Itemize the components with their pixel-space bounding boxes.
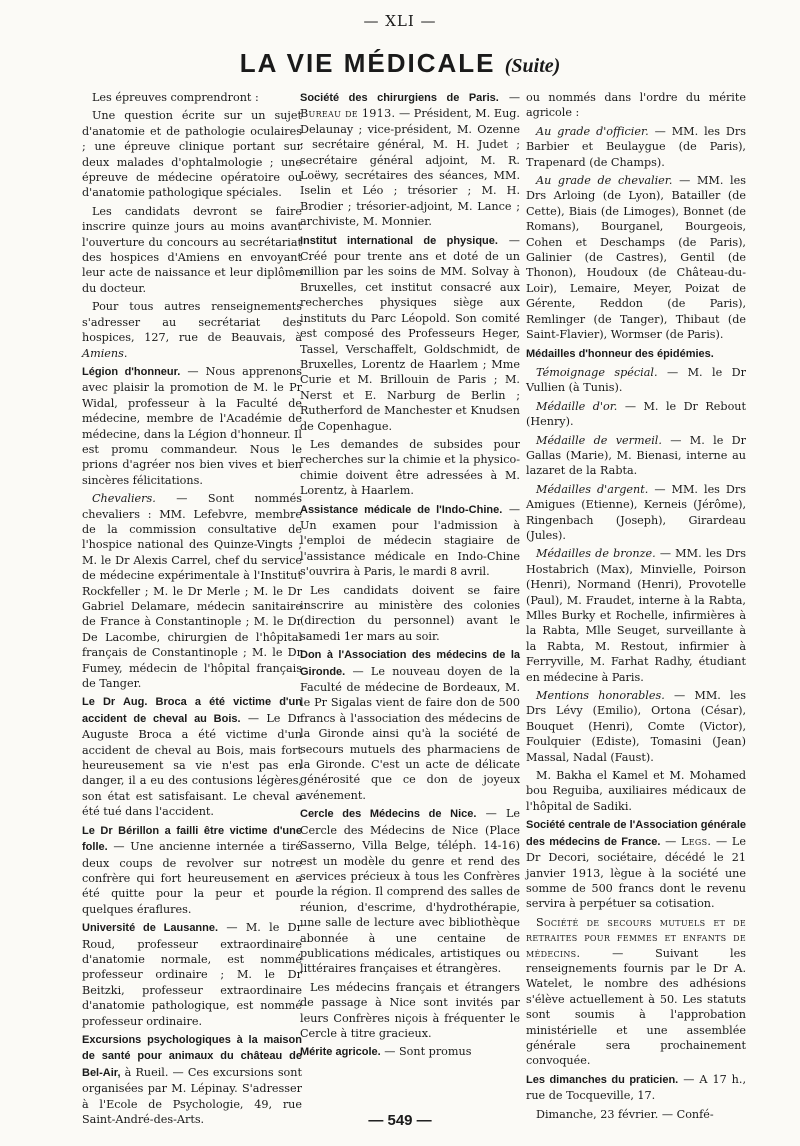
article-heading: Don à l'Association des médecins de la Gironde. [300,649,520,678]
article-merite: Mérite agricole. — Sont promus [300,1045,472,1059]
entry-argent: Médailles d'argent. — MM. les Drs Amigues (Etienne), Kerneis (Jérôme), Ringenbach (Joseph), Girardeau (Jules). [526,482,746,542]
paragraph: Les demandes de subsides pour recherches sur la chimie et la physico-chimie doivent être adressées à M. Lorentz, à Haarlem. [300,437,520,498]
article-chirurgiens: Société des chirurgiens de Paris. — Bureau de 1913. — Président, M. Eug. Delaunay ; vice-président, M. Ozenne ; secrétaire général, M. H. Judet ; secrétaire général adjoint, M. R. Loëwy, secrétaires des séances, MM. Iselin et Léo ; trésorier ; M. H. Brodier ; trésorier-adjoint, M. Lance ; archiviste, M. Monnier. [300,91,521,229]
article-lausanne: Université de Lausanne. — M. le Dr Roud, professeur extraordinaire d'anatomie normale, est nommé professeur ordinaire ; M. le Dr Beitzki, professeur extraordinaire d'anatomie pathologique, est nommé professeur ordinaire. [82,921,302,1028]
article-heading: Société des chirurgiens de Paris. [300,92,499,104]
article-indochine: Assistance médicale de l'Indo-Chine. — Un examen pour l'admission à l'emploi de médecin stagiaire de l'assistance médicale en Indo-Chine s'ouvrira à Paris, le mardi 8 avril. [300,502,521,579]
entry-or: Médaille d'or. — M. le Dr Rebout (Henry). [526,399,747,429]
article-heading: Légion d'honneur. [82,365,181,378]
entry-mentions: Mentions honorables. — MM. les Drs Lévy (Emilio), Ortona (César), Bouquet (Henri), Comte (Victor), Foulquier (Ediste), Tomasini (Jean) Massal, Nadal (Faust). [526,689,746,764]
title-suite: (Suite) [504,55,561,77]
article-gironde: Don à l'Association des médecins de la Gironde. — Le nouveau doyen de la Faculté de médecine de Bordeaux, M. le Pr Sigalas vient de faire don de 500 francs à l'association des médecins de la Gironde ainsi qu'à la société de secours mutuels des pharmaciens de la Gironde. C'est un acte de délicate générosité que ce don de joyeux avénement. [300,649,520,802]
paragraph: Les candidats devront se faire inscrire quinze jours au moins avant l'ouverture du concours au secrétariat des hospices d'Amiens en envoyant leur acte de naissance et leur diplôme du docteur. [82,204,302,295]
paragraph: Les épreuves comprendront : [92,91,259,104]
article-heading: Institut international de physique. [300,234,498,247]
column-2 [300,90,520,1090]
title-text: LA VIE MÉDICALE [239,48,496,78]
article-heading: Médailles d'honneur des épidémies. [526,347,714,360]
paragraph: Pour tous autres renseignements s'adresser au secrétariat des hospices, 127, rue de Beauvais, à Amiens. [82,300,302,360]
page-roman-numeral: — XLI — [363,12,437,30]
paragraph: Dimanche, 23 février. — Confé- [536,1107,714,1121]
article-association: Société centrale de l'Association générale des médecins de France. — Legs. — Le Dr Decori, sociétaire, décédé le 21 janvier 1913, lègue à la société une somme de 500 francs dont le revenu servira à perpétuer sa cotisation. [526,819,746,911]
paragraph: Les médecins français et étrangers de passage à Nice sont invités par leurs Confrères niçois à fréquenter le Cercle à titre gracieux. [300,980,520,1040]
entry-vermeil: Médaille de vermeil. — M. le Dr Gallas (Marie), M. Bienasi, interne au lazaret de la Rabta. [526,433,746,478]
entry-officier: Au grade d'officier. — MM. les Drs Barbier et Beulaygue (de Paris), Trapenard (de Champs). [526,124,746,169]
article-excursions: Excursions psychologiques à la maison de santé pour animaux du château de Bel-Air, à Rueil. — Ces excursions sont organisées par M. Lépinay. S'adresser à l'Ecole de Psychologie, 49, rue Saint-André-des-Arts. [82,1033,302,1126]
entry-chevalier: Au grade de chevalier. — MM. les Drs Arloing (de Lyon), Batailler (de Cette), Biais (de Limoges), Bonnet (de Romans), Bourganel, Bourgeois, Cohen et Deschamps (de Paris), Galinier (de Castres), Gentil (de Thonon), Houdoux (de Château-du-Loir), Lemaire, Meyer, Poizat de Gérente, Reddon (de Paris), Remlinger (de Tanger), Thibaut (de Saint-Flavier), Wormser (de Paris). [526,174,746,342]
column-3 [526,90,747,1121]
paragraph: Les candidats doivent se faire inscrire au ministère des colonies (direction du personnel) avant le samedi 1er mars au soir. [300,583,520,643]
article-heading: Société centrale de l'Association générale des médecins de France. [526,819,746,848]
article-dimanches: Les dimanches du praticien. — A 17 h., rue de Tocqueville, 17. [526,1072,747,1103]
column-1 [82,90,302,1126]
article-heading: Le Dr Bérillon a failli être victime d'une folle. [82,824,302,854]
article-heading: Le Dr Aug. Broca a été victime d'un accident de cheval au Bois. [82,696,302,725]
entry-temoignage: Témoignage spécial. — M. le Dr Vullien (à Tunis). [526,365,746,395]
article-heading: Cercle des Médecins de Nice. [300,808,477,821]
article-epidemies [526,346,746,362]
page-number: — 549 — [368,1112,432,1129]
article-nice: Cercle des Médecins de Nice. — Le Cercle des Médecins de Nice (Place Sasserno, Villa Belge, téléph. 14-16) est un modèle du genre et rend des services précieux à tous les Confrères de la région. Il comprend des salles de réunion, d'escrime, d'hydrothérapie, une salle de lecture avec bibliothèque abonnée à une centaine de publications médicales, artistiques ou littéraires françaises et étrangères. [300,807,520,976]
entry-bronze: Médailles de bronze. — MM. les Drs Hostabrich (Max), Minvielle, Poirson (Henri), Normand (Henri), Provotelle (Paul), M. Fraudet, interne à la Rabta, Mlles Burky et Rochelle, infirmières à la Rabta, Mlle Seuget, surveillante à la Rabta, M. Restout, infirmier à Ferryville, M. Farhat Radhy, étudiant en médecine à Paris. [526,547,746,684]
article-heading: Les dimanches du praticien. [526,1073,679,1086]
article-berillon: Le Dr Bérillon a failli être victime d'une folle. — Une ancienne internée a tiré deux coups de revolver sur notre confrère qui fort heureusement en a été quitte pour la peur et pour quelques éraflures. [82,824,302,916]
article-heading: Mérite agricole. [300,1046,381,1059]
article-heading: Université de Lausanne. [82,922,219,935]
article-heading: Assistance médicale de l'Indo-Chine. [300,503,503,516]
paragraph: Une question écrite sur un sujet d'anatomie et de pathologie oculaires ; une épreuve clinique portant sur deux malades d'ophtalmologie ; une épreuve de médecine opératoire ou d'anatomie pathologique spéciales. [82,109,302,200]
article-chevaliers: Chevaliers. — Sont nommés chevaliers : MM. Lefebvre, membre de la commission consultative de l'hospice national des Quinze-Vingts ; M. le Dr Alexis Carrel, chef du service de médecine expérimentale à l'Institut Rockfeller ; M. le Dr Merle ; M. le Dr Gabriel Delamare, médecin sanitaire de France à Constantinople ; M. le Dr De Lacombe, chirurgien de l'hôpital français de Constantinople ; M. le Dr Fumey, médecin de l'hôpital français de Tanger. [82,492,302,691]
article-physique: Institut international de physique. — Créé pour trente ans et doté de un million par les soins de MM. Solvay à Bruxelles, cet institut consacré aux recherches physiques siège aux instituts du Parc Léopold. Son comité est composé des Professeurs Heger, Tassel, Verschaffelt, Goldschmidt, de Bruxelles, Lorentz de Haarlem ; Mme Curie et M. Brillouin de Paris ; M. Nerst et E. Narburg de Berlin ; Rutherford de Manchester et Knudsen de Copenhague. [300,233,520,433]
article-secours: Société de secours mutuels et de retraites pour femmes et enfants de médecins. — Suivant les renseignements fournis par le Dr A. Watelet, le nombre des adhésions s'élève actuellement à 50. Les statuts sont soumis à l'approbation ministérielle et une assemblée générale sera prochainement convoquée. [526,915,746,1068]
article-legion: Légion d'honneur. — Nous apprenons avec plaisir la promotion de M. le Pr Widal, professeur à la Faculté de médecine, membre de l'Académie de médecine, dans la Légion d'honneur. Il est promu commandeur. Nous le prions d'agréer nos bien vives et bien sincères félicitations. [82,364,302,487]
page-title [0,48,800,79]
article-broca: Le Dr Aug. Broca a été victime d'un accident de cheval au Bois. — Le Dr Auguste Broca a été victime d'un accident de cheval au Bois, mais fort heureusement sa vie n'est pas en danger, il a eu des contusions légères, son état est satisfaisant. Le cheval a été tué dans l'accident. [82,696,302,819]
paragraph: M. Bakha el Kamel et M. Mohamed bou Reguiba, auxiliaires médicaux de l'hôpital de Sadiki. [526,769,746,813]
paragraph: ou nommés dans l'ordre du mérite agricole : [526,91,746,120]
article-heading: Excursions psychologiques à la maison de santé pour animaux du château de Bel-Air, [82,1033,302,1079]
